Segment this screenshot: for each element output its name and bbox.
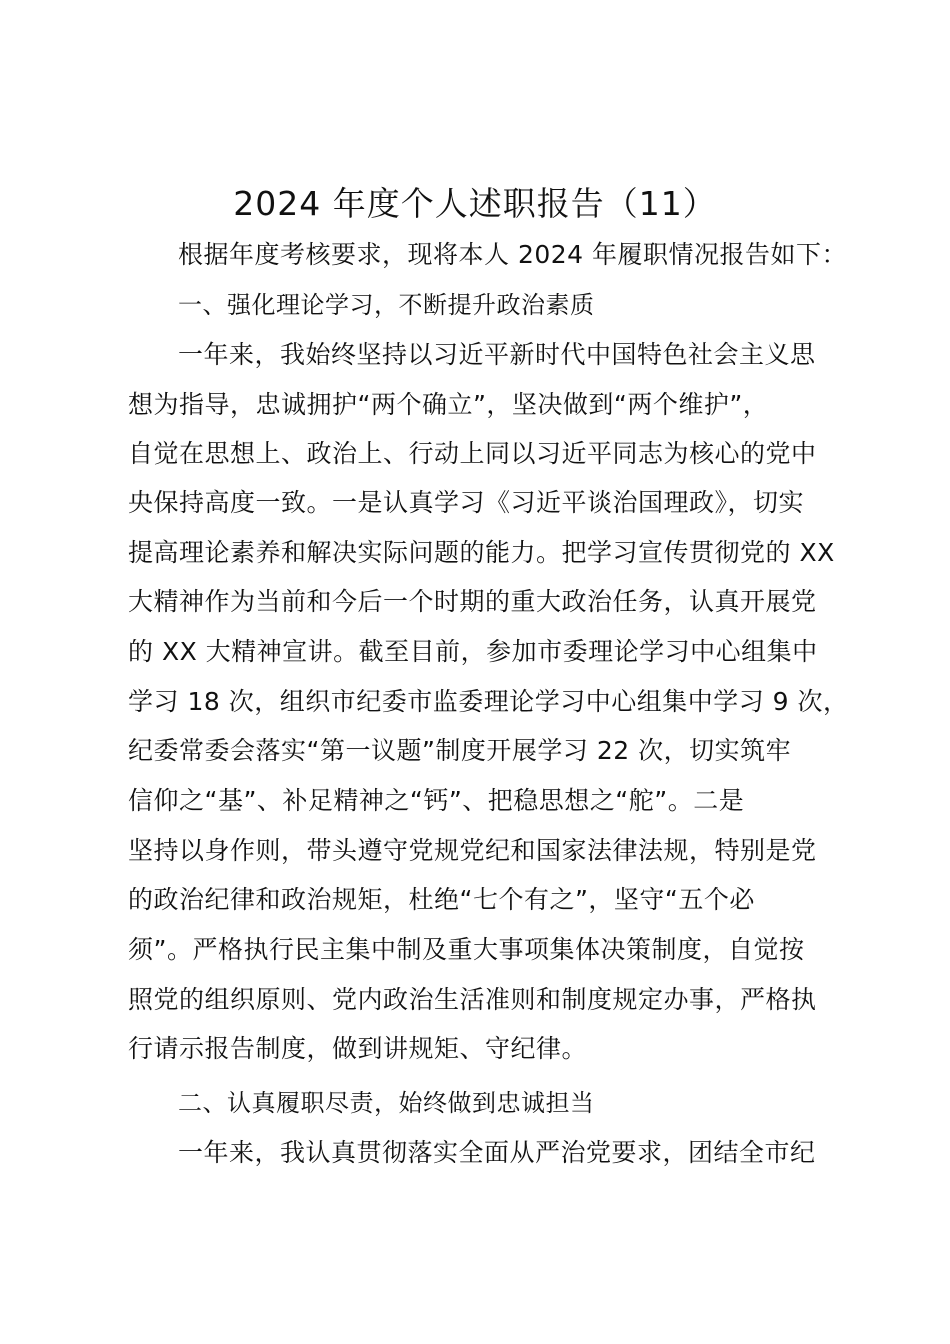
body-line: 一年来，我认真贯彻落实全面从严治党要求，团结全市纪 <box>178 1138 816 1167</box>
body-line: 一年来，我始终坚持以习近平新时代中国特色社会主义思 <box>178 340 816 369</box>
intro-line: 根据年度考核要求，现将本人 2024 年履职情况报告如下： <box>178 240 848 269</box>
body-line: 行请示报告制度，做到讲规矩、守纪律。 <box>128 1034 588 1063</box>
body-line: 学习 18 次，组织市纪委市监委理论学习中心组集中学习 9 次， <box>128 687 849 716</box>
section-heading-1: 一、强化理论学习，不断提升政治素质 <box>178 291 595 319</box>
body-line: 自觉在思想上、政治上、行动上同以习近平同志为核心的党中 <box>128 439 817 468</box>
body-line: 的 XX 大精神宣讲。截至目前，参加市委理论学习中心组集中 <box>128 637 818 666</box>
body-line: 大精神作为当前和今后一个时期的重大政治任务，认真开展党 <box>128 587 817 616</box>
body-line: 纪委常委会落实“第一议题”制度开展学习 22 次，切实筑牢 <box>128 736 792 765</box>
body-line: 想为指导，忠诚拥护“两个确立”，坚决做到“两个维护”， <box>128 390 769 419</box>
body-line: 央保持高度一致。一是认真学习《习近平谈治国理政》，切实 <box>128 488 805 517</box>
body-line: 坚持以身作则，带头遵守党规党纪和国家法律法规，特别是党 <box>128 836 817 865</box>
body-line: 信仰之“基”、补足精神之“钙”、把稳思想之“舵”。二是 <box>128 786 745 815</box>
section-heading-2: 二、认真履职尽责，始终做到忠诚担当 <box>178 1089 595 1117</box>
body-line: 的政治纪律和政治规矩，杜绝“七个有之”，坚守“五个必 <box>128 885 755 914</box>
body-line: 提高理论素养和解决实际问题的能力。把学习宣传贯彻党的 XX <box>128 538 835 567</box>
body-line: 须”。严格执行民主集中制及重大事项集体决策制度，自觉按 <box>128 935 805 964</box>
body-line: 照党的组织原则、党内政治生活准则和制度规定办事，严格执 <box>128 985 817 1014</box>
document-title: 2024 年度个人述职报告（11） <box>233 184 717 223</box>
